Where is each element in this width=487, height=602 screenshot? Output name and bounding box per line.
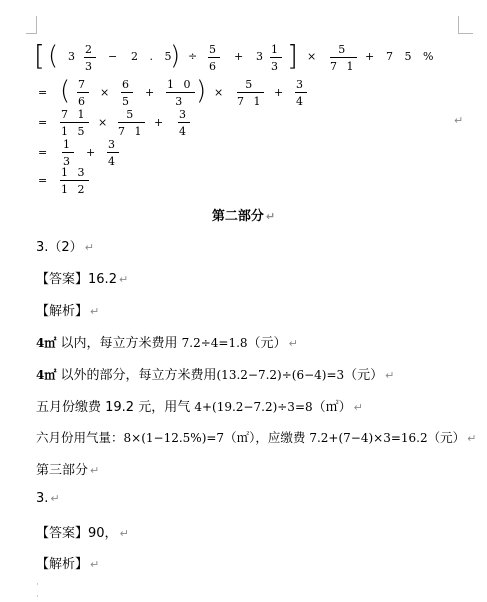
mixed-whole: 3 [256,50,263,63]
solution-line [36,364,394,383]
answer-label: 【答案】 [36,272,89,287]
right-paren: ) [196,76,207,106]
fraction [62,138,74,168]
denominator: 1 2 [61,183,88,196]
denominator: 6 [209,60,219,73]
equals-sign: = [38,174,48,187]
section-title [0,205,487,224]
minus-sign: − [108,50,118,63]
crop-mark-left [26,16,37,34]
denominator: 4 [108,155,118,168]
times-sign: × [307,50,317,63]
paragraph-mark: ↵ [454,114,464,127]
answer-line [36,268,128,287]
left-paren: ( [60,76,71,106]
plus-sign: + [234,50,244,63]
right-paren: ) [170,41,181,71]
plus-sign: + [274,86,284,99]
analysis-line [36,300,99,319]
plus-sign: + [365,50,375,63]
question-label [36,491,60,506]
plus-sign: + [145,86,155,99]
denominator: 7 1 [118,125,145,138]
denominator: 1 5 [61,125,88,138]
unit-label: （㎡） [312,400,352,415]
solution-text: 以外的部分，每立方米费用 [56,368,217,383]
unit-label: （㎡） [224,430,256,445]
denominator: 5 [122,95,132,108]
fraction [178,108,190,138]
numerator: 6 [122,78,132,91]
paragraph-mark: ↵ [288,337,298,350]
analysis-label: 【解析】 [36,557,89,572]
paragraph-mark: ↵ [90,464,100,477]
numerator: 2 [85,43,95,56]
denominator: 3 [85,60,95,73]
solution-text: ，应缴费 [255,430,310,445]
fraction [77,78,89,108]
math-expression: 4+(19.2−7.2)÷3=8 [194,400,313,414]
solution-text: 以内，每立方米费用 [56,336,182,351]
solution-line [36,428,476,446]
numerator: 1 [63,138,73,151]
numerator: 1 0 [167,78,194,91]
question-label [36,236,94,255]
section-title-text: 第二部分 [211,209,264,224]
unit-label: （元） [344,368,384,383]
solution-text: 六月份用气量： [36,430,124,445]
numerator: 5 [209,43,219,56]
fraction [60,166,89,196]
unit-label: （元） [247,336,287,351]
numerator: 3 [179,108,189,121]
times-sign: × [98,116,108,129]
numerator: 7 [78,78,88,91]
fraction [107,138,119,168]
plus-sign: + [154,116,164,129]
equals-sign: = [38,146,48,159]
paragraph-mark: ↵ [385,369,395,382]
decimal-number: 2 . 5 [131,50,176,63]
crop-mark-right [458,16,473,34]
denominator: 6 [78,95,88,108]
answer-label: 【答案】 [36,526,89,541]
solution-line [36,332,298,351]
fraction [121,78,133,108]
percent-value: 7 5 % [386,50,438,63]
denominator: 3 [175,95,186,108]
analysis-line [36,553,99,572]
equals-sign: = [38,116,48,129]
paragraph-mark: ↵ [353,401,363,414]
solution-line [36,396,363,415]
fraction [118,108,145,138]
numerator: 5 [118,108,145,123]
times-sign: × [100,86,110,99]
fraction [166,78,195,108]
numerator: 1 3 [61,166,88,179]
paragraph-mark: ↵ [265,210,276,223]
math-expression: 7.2+(7−4)×3=16.2 [309,431,428,445]
fraction [270,43,282,73]
left-paren: ( [48,41,59,71]
fraction [330,43,357,73]
section-label [36,459,99,478]
paragraph-mark: ↵ [50,492,60,505]
question-number: 3.（2） [36,240,83,255]
right-bracket: ] [287,39,298,72]
denominator: 3 [63,155,73,168]
equals-sign: = [38,86,48,99]
numerator: 5 [330,43,357,58]
fraction [295,78,307,108]
math-expression: (13.2−7.2)÷(6−4)=3 [216,368,345,382]
unit-label: （元） [427,430,466,445]
paragraph-mark: ↵ [90,558,100,571]
paragraph-mark: ↵ [119,527,129,540]
unit-label: 4㎡ [36,368,57,382]
answer-value: 16.2 [88,272,117,287]
paragraph-mark: ↵ [118,273,129,286]
section-label-text: 第三部分 [36,463,89,478]
math-expression: 7.2÷4=1.8 [181,336,248,350]
numerator: 5 [237,78,264,93]
numerator: 3 [108,138,118,151]
denominator: 3 [271,60,281,73]
analysis-label: 【解析】 [36,304,89,319]
denominator: 7 1 [237,95,264,108]
numerator: 3 [296,78,306,91]
denominator: 4 [179,125,189,138]
divide-sign: ÷ [188,50,198,63]
paragraph-mark: ↵ [90,305,100,318]
denominator: 4 [296,95,306,108]
question-number: 3. [36,491,49,506]
answer-value: 90， [88,526,118,541]
fraction [237,78,264,108]
numerator: 7 1 [61,108,88,121]
unit-label: 4㎡ [36,336,57,350]
plus-sign: + [86,146,96,159]
bullet-mark: · [36,592,39,602]
paragraph-mark: ↵ [467,432,477,445]
paragraph-mark: ↵ [84,241,94,254]
math-expression: 8×(1−12.5%)=7 [123,431,225,445]
denominator: 7 1 [330,60,357,73]
solution-text: 五月份缴费 19.2 元，用气 [36,400,195,415]
bullet-mark: · [36,580,39,590]
times-sign: × [214,86,224,99]
numerator: 1 [271,43,281,56]
fraction [208,43,220,73]
answer-line [36,522,129,541]
mixed-whole: 3 [68,50,75,63]
fraction [84,43,96,73]
left-bracket: [ [34,39,45,72]
fraction [60,108,89,138]
